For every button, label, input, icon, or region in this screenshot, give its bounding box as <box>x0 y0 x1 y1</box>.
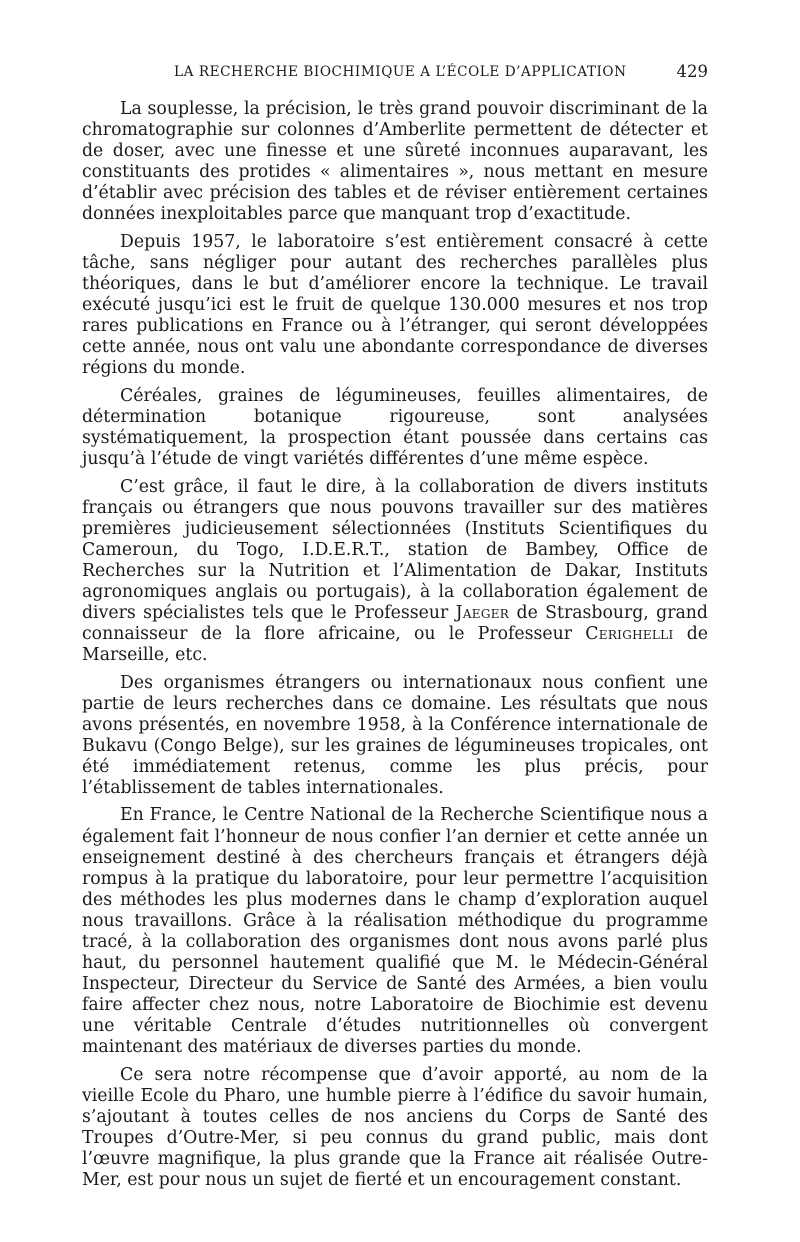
paragraph-text-segment: de Marseille, etc. <box>82 623 708 665</box>
running-title: LA RECHERCHE BIOCHIMIQUE A L’ÉCOLE D’APPLICATION <box>174 64 627 80</box>
paragraph-conclusion-pharo: Ce sera notre récompense que d’avoir apporté, au nom de la vieille Ecole du Pharo, une humble pierre à l’édifice du savoir humain, s’ajoutant à toutes celles de nos anciens du Corps de Santé des Troupes d’Outre-Mer, si peu connus du grand public, mais dont l’œuvre magnifique, la plus grande que la France ait réalisée Outre-Mer, est pour nous un sujet de fierté et un encouragement constant. <box>82 1064 708 1190</box>
page-number: 429 <box>676 62 708 81</box>
paragraph-international-organisations: Des organismes étrangers ou internationaux nous confient une partie de leurs recherches dans ce domaine. Les résultats que nous avons présentés, en novembre 1958, à la Conférence internationale de Bukavu (Congo Belge), sur les graines de légumineuses tropicales, ont été immédiatement retenus, comme les plus précis, pour l’établissement de tables internationales. <box>82 672 708 798</box>
professor-name-jaeger: Jaeger <box>455 602 510 623</box>
professor-name-cerighelli: Cerighelli <box>585 623 674 644</box>
paragraph-cereals-legumes: Céréales, graines de légumineuses, feuilles alimentaires, de détermination botanique rigoureuse, sont analysées systématiquement, la prospection étant poussée dans certains cas jusqu’à l’étude de vingt variétés différentes d’une même espèce. <box>82 385 708 469</box>
paragraph-text-segment: C’est grâce, il faut le dire, à la collaboration de divers instituts français ou étrangers que nous pouvons travailler sur des matières premières judicieusement sélectionnées (Instituts Scientifiques du Cameroun, du Togo, I.D.E.R.T., station de Bambey, Office de Recherches sur la Nutrition et l’Alimentation de Dakar, Instituts agronomiques anglais ou portugais), à la collaboration également de divers spécialistes tels que le Professeur <box>82 476 708 623</box>
paragraph-text-segment: de Strasbourg, grand connaisseur de la flore africaine, ou le Professeur <box>82 602 708 644</box>
running-header <box>82 62 708 86</box>
body-text <box>82 99 708 1198</box>
paragraph-amberlite-chromatography: La souplesse, la précision, le très grand pouvoir discriminant de la chromatographie sur colonnes d’Amberlite permettent de détecter et de doser, avec une finesse et une sûreté inconnues auparavant, les constituants des protides « alimentaires », nous mettant en mesure d’établir avec précision des tables et de réviser entièrement certaines données inexploitables parce que manquant trop d’exactitude. <box>82 99 708 225</box>
paragraph-collaboration-institutes <box>82 477 708 666</box>
paragraph-laboratory-since-1957: Depuis 1957, le laboratoire s’est entièrement consacré à cette tâche, sans négliger pour autant des recherches parallèles plus théoriques, dans le but d’améliorer encore la technique. Le travail exécuté jusqu’ici est le fruit de quelque 130.000 mesures et nos trop rares publications en France ou à l’étranger, qui seront développées cette année, nous ont valu une abondante correspondance de diverses régions du monde. <box>82 231 708 379</box>
paragraph-cnrs-teaching: En France, le Centre National de la Recherche Scientifique nous a également fait l’honneur de nous confier l’an dernier et cette année un enseignement destiné à des chercheurs français et étrangers déjà rompus à la pratique du laboratoire, pour leur permettre l’acquisition des méthodes les plus modernes dans le champ d’exploration auquel nous travaillons. Grâce à la réalisation méthodique du programme tracé, à la collaboration des organismes dont nous avons parlé plus haut, du personnel hautement qualifié que M. le Médecin-Général Inspecteur, Directeur du Service de Santé des Armées, a bien voulu faire affecter chez nous, notre Laboratoire de Biochimie est devenu une véritable Centrale d’études nutritionnelles où convergent maintenant des matériaux de diverses parties du monde. <box>82 805 708 1057</box>
